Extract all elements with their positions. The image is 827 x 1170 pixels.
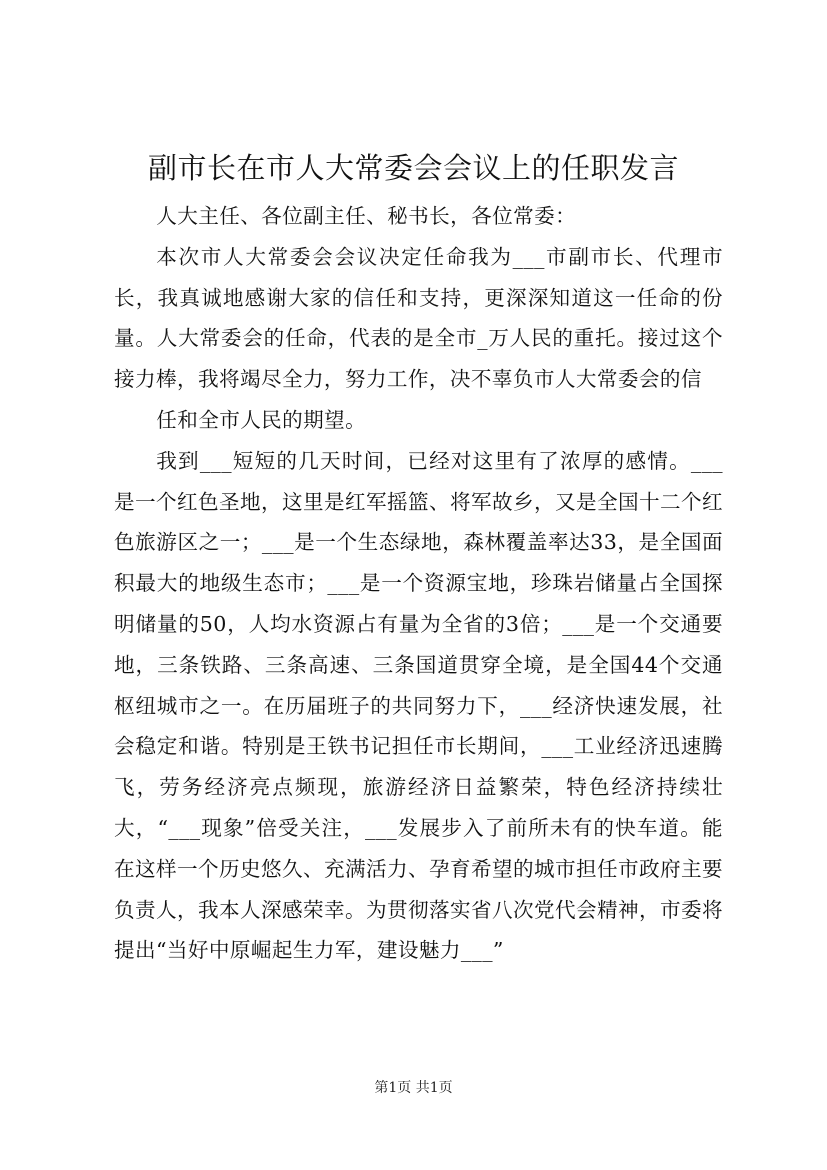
document-title: 副市长在市人大常委会会议上的任职发言 xyxy=(147,151,679,185)
appointment-paragraph: 本次市人大常委会会议决定任命我为___市副市长、代理市长，我真诚地感谢大家的信任和支持，更深深知道这一任命的份量。人大常委会的任命，代表的是全市_万人民的重托。接过这个接力棒，我将竭尽全力，努力工作，决不辜负市人大常委会的信 xyxy=(114,244,723,392)
document-body xyxy=(114,196,723,971)
expectation-paragraph: 任和全市人民的期望。 xyxy=(156,407,367,432)
page-footer: 第1页 共1页 xyxy=(374,1080,453,1096)
city-description-paragraph: 我到___短短的几天时间，已经对这里有了浓厚的感情。___是一个红色圣地，这里是红军摇篮、将军故乡，又是全国十二个红色旅游区之一；___是一个生态绿地，森林覆盖率达33，是全国面积最大的地级生态市；___是一个资源宝地，珍珠岩储量占全国探明储量的50，人均水资源占有量为全省的3倍；___是一个交通要地，三条铁路、三条高速、三条国道贯穿全境，是全国44个交通枢纽城市之一。在历届班子的共同努力下，___经济快速发展，社会稳定和谐。特别是王铁书记担任市长期间，___工业经济迅速腾飞，劳务经济亮点频现，旅游经济日益繁荣，特色经济持续壮大，“___现象”倍受关注，___发展步入了前所未有的快车道。能在这样一个历史悠久、充满活力、孕育希望的城市担任市政府主要负责人，我本人深感荣幸。为贯彻落实省八次党代会精神，市委将提出“当好中原崛起生力军，建设魅力___” xyxy=(114,448,723,963)
salutation-paragraph: 人大主任、各位副主任、秘书长，各位常委： xyxy=(156,204,577,228)
